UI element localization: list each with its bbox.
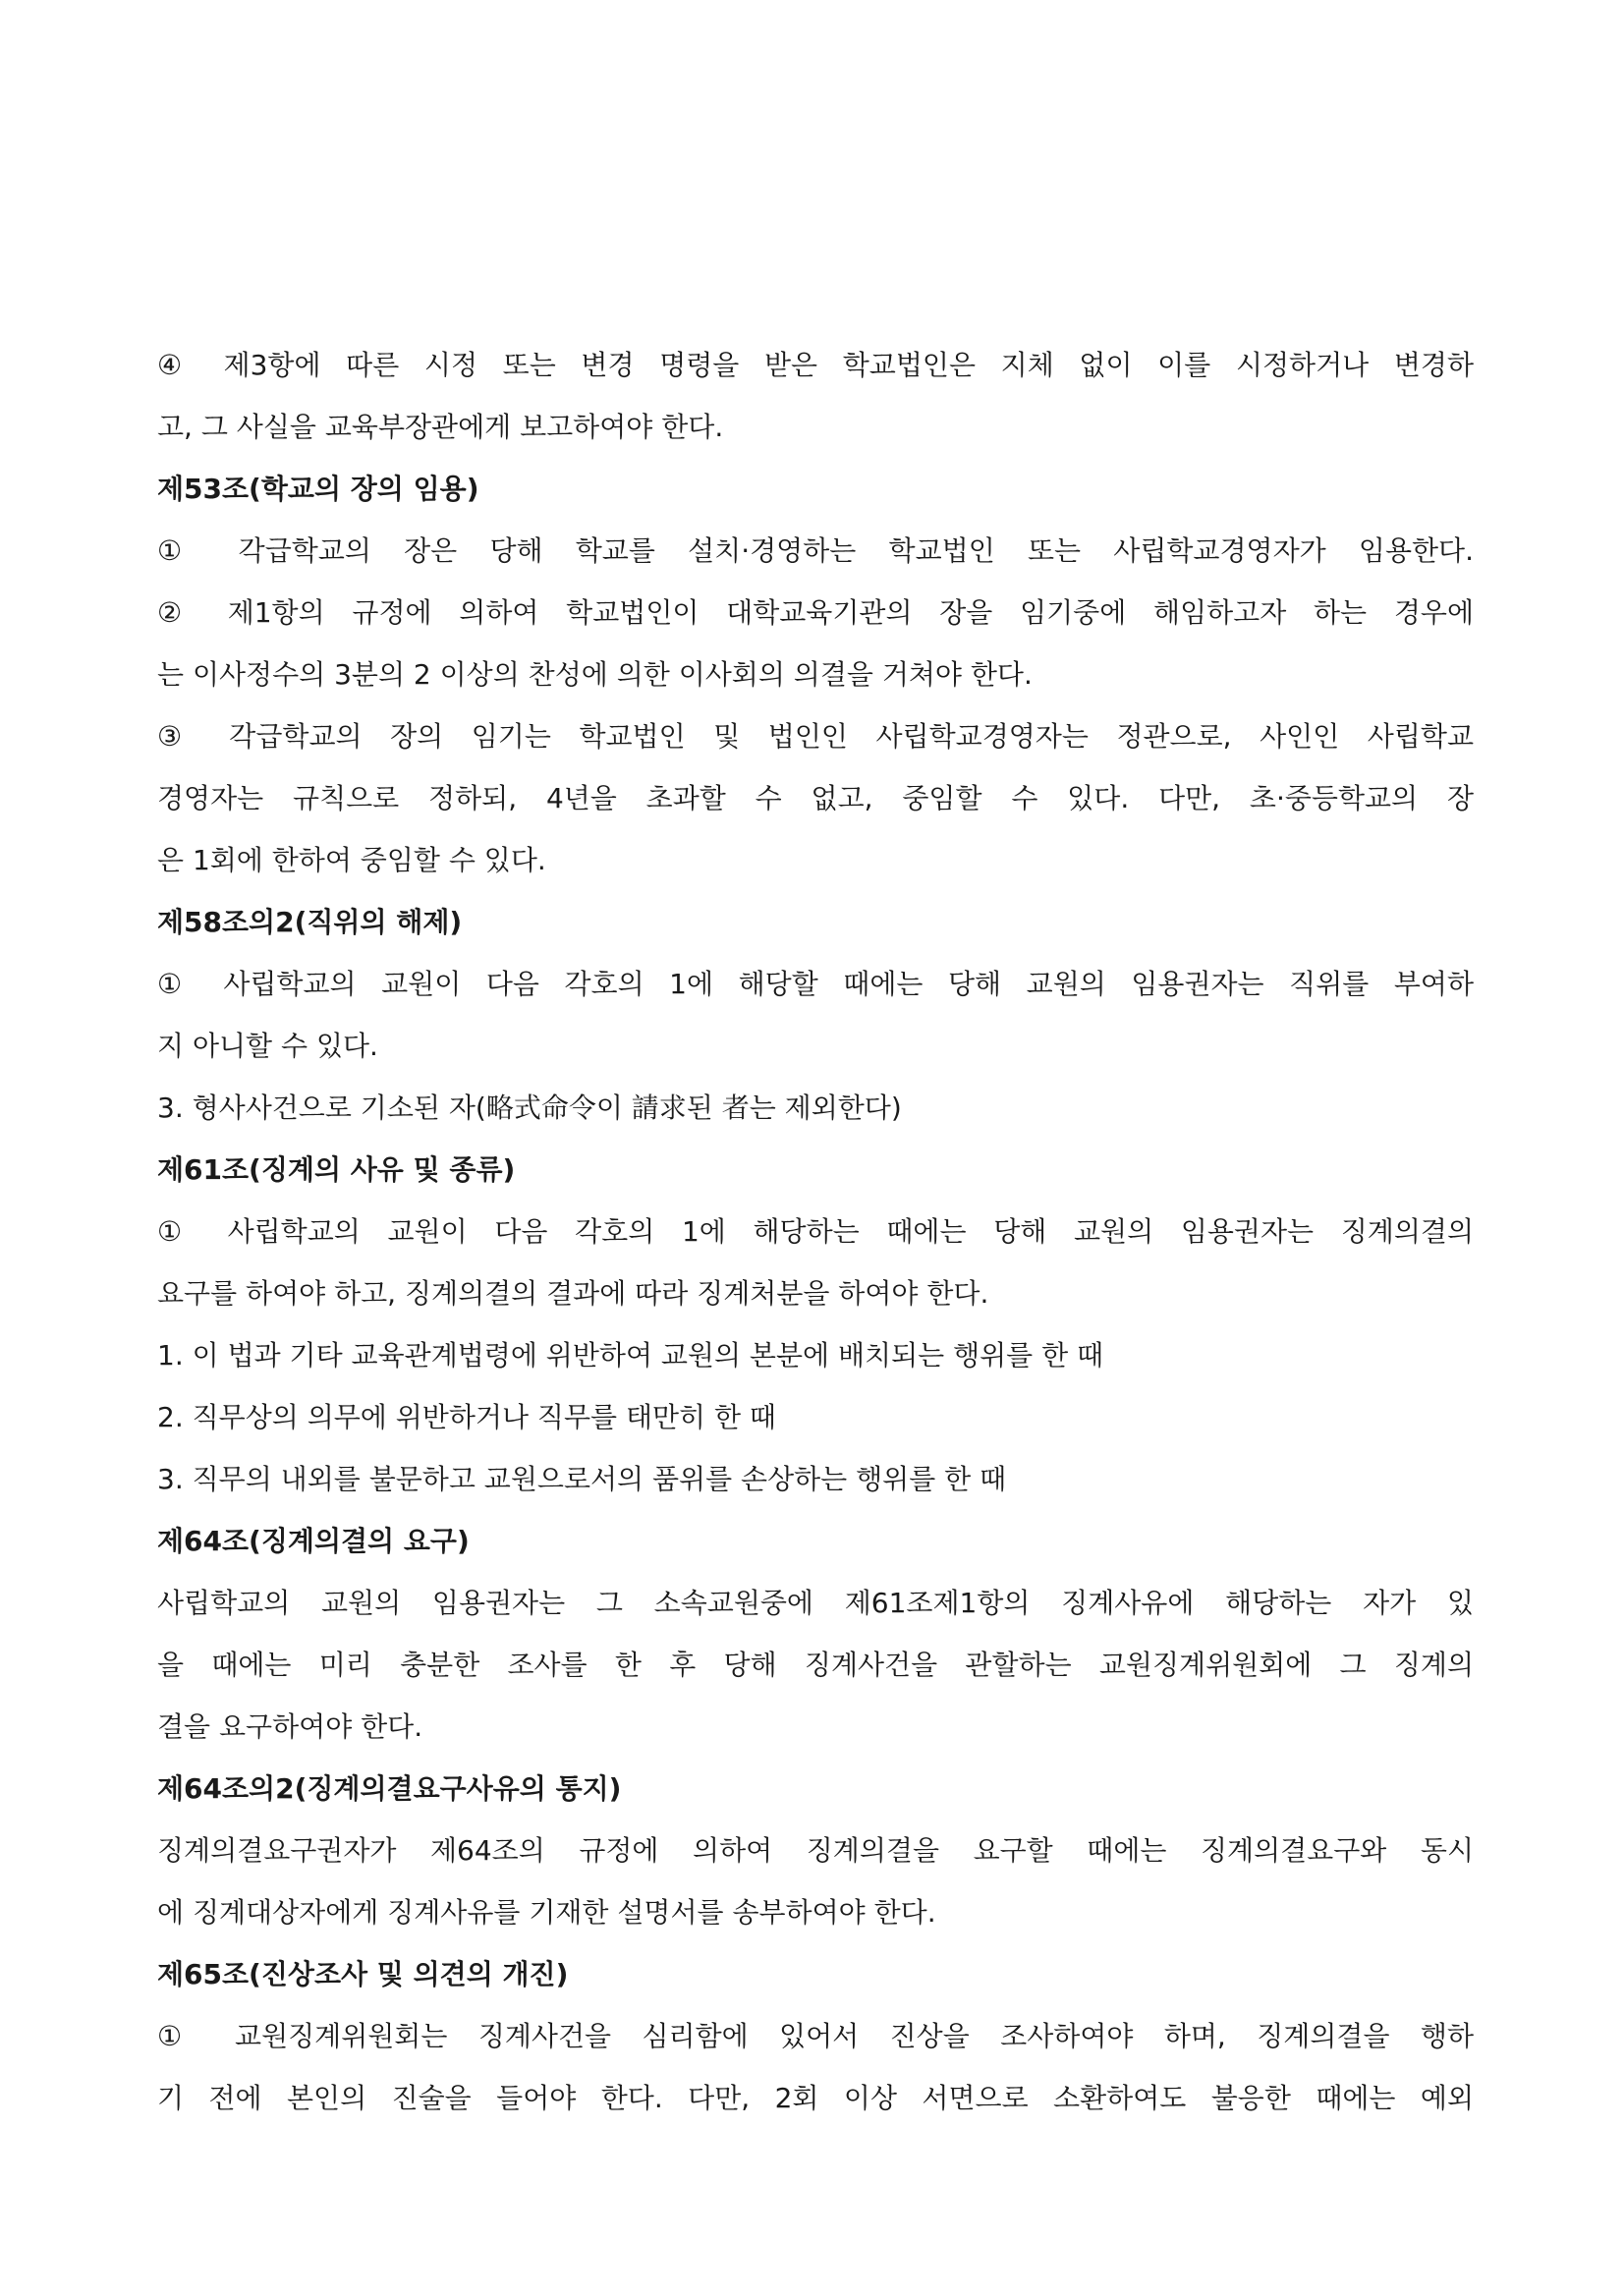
body-line: ① 사립학교의 교원이 다음 각호의 1에 해당할 때에는 당해 교원의 임용권자는 직위를 부여하: [157, 968, 1474, 1000]
body-line: ① 사립학교의 교원이 다음 각호의 1에 해당하는 때에는 당해 교원의 임용권자는 징계의결의: [157, 1215, 1474, 1248]
article-heading: 제65조(진상조사 및 의견의 개진): [157, 1958, 569, 1990]
body-line: 3. 형사사건으로 기소된 자(略式命令이 請求된 者는 제외한다): [157, 1092, 902, 1124]
article-heading: 제64조(징계의결의 요구): [157, 1525, 470, 1557]
body-line: ③ 각급학교의 장의 임기는 학교법인 및 법인인 사립학교경영자는 정관으로, 사인인 사립학교: [157, 720, 1474, 753]
body-line: 경영자는 규칙으로 정하되, 4년을 초과할 수 없고, 중임할 수 있다. 다만, 초·중등학교의 장: [157, 782, 1474, 814]
body-line: 사립학교의 교원의 임용권자는 그 소속교원중에 제61조제1항의 징계사유에 해당하는 자가 있: [157, 1587, 1474, 1619]
body-line: 1. 이 법과 기타 교육관계법령에 위반하여 교원의 본분에 배치되는 행위를 한 때: [157, 1339, 1104, 1372]
body-line: 은 1회에 한하여 중임할 수 있다.: [157, 844, 546, 876]
article-heading: 제61조(징계의 사유 및 종류): [157, 1153, 516, 1186]
body-line: ④ 제3항에 따른 시정 또는 변경 명령을 받은 학교법인은 지체 없이 이를 시정하거나 변경하: [157, 349, 1474, 381]
body-line: 3. 직무의 내외를 불문하고 교원으로서의 품위를 손상하는 행위를 한 때: [157, 1463, 1007, 1495]
document-page: [157, 334, 1474, 2129]
body-line: 에 징계대상자에게 징계사유를 기재한 설명서를 송부하여야 한다.: [157, 1896, 936, 1929]
body-line: 기 전에 본인의 진술을 들어야 한다. 다만, 2회 이상 서면으로 소환하여도 불응한 때에는 예외: [157, 2082, 1474, 2114]
article-heading: 제53조(학교의 장의 임용): [157, 473, 479, 505]
body-line: 2. 직무상의 의무에 위반하거나 직무를 태만히 한 때: [157, 1401, 776, 1433]
body-line: 고, 그 사실을 교육부장관에게 보고하여야 한다.: [157, 411, 724, 443]
body-line: ② 제1항의 규정에 의하여 학교법인이 대학교육기관의 장을 임기중에 해임하고자 하는 경우에: [157, 596, 1474, 629]
body-line: 징계의결요구권자가 제64조의 규정에 의하여 징계의결을 요구할 때에는 징계의결요구와 동시: [157, 1834, 1474, 1867]
body-line: 결을 요구하여야 한다.: [157, 1710, 423, 1743]
body-line: 지 아니할 수 있다.: [157, 1030, 378, 1062]
body-line: 요구를 하여야 하고, 징계의결의 결과에 따라 징계처분을 하여야 한다.: [157, 1277, 989, 1310]
body-line: ① 각급학교의 장은 당해 학교를 설치·경영하는 학교법인 또는 사립학교경영자가 임용한다.: [157, 534, 1474, 567]
article-heading: 제58조의2(직위의 해제): [157, 906, 463, 938]
body-line: 는 이사정수의 3분의 2 이상의 찬성에 의한 이사회의 의결을 거쳐야 한다.: [157, 658, 1033, 691]
body-line: 을 때에는 미리 충분한 조사를 한 후 당해 징계사건을 관할하는 교원징계위원회에 그 징계의: [157, 1649, 1474, 1681]
article-heading: 제64조의2(징계의결요구사유의 통지): [157, 1772, 622, 1805]
body-line: ① 교원징계위원회는 징계사건을 심리함에 있어서 진상을 조사하여야 하며, 징계의결을 행하: [157, 2020, 1474, 2052]
